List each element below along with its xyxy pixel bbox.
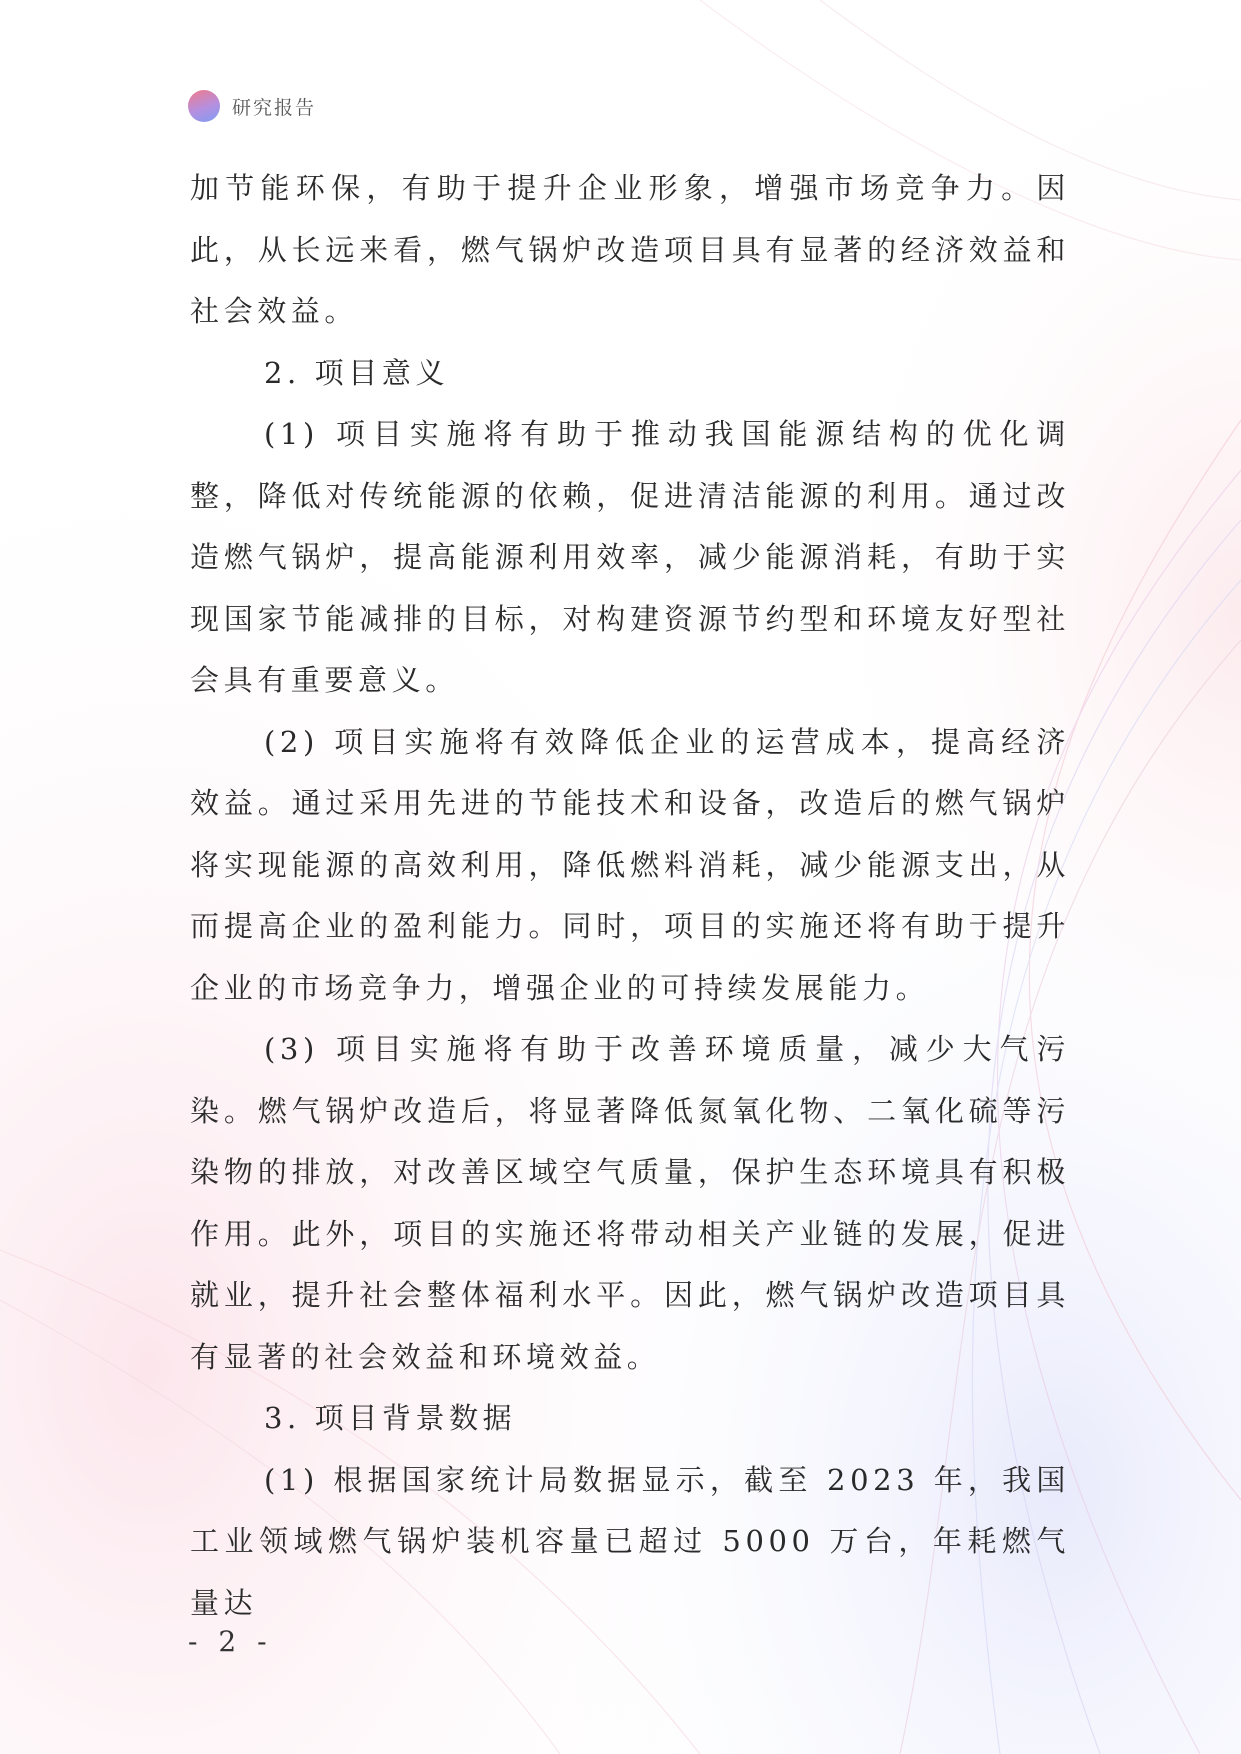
section-heading-project-significance: 2. 项目意义 (264, 355, 450, 390)
paragraph-continuation: 加节能环保，有助于提升企业形象，增强市场竞争力。因此，从长远来看，燃气锅炉改造项目具有显著的经济效益和社会效益。 (190, 171, 1070, 328)
paragraph-significance-3: (3) 项目实施将有助于改善环境质量，减少大气污染。燃气锅炉改造后，将显著降低氮氧化物、二氧化硫等污染物的排放，对改善区域空气质量，保护生态环境具有积极作用。此外，项目的实施还将带动相关产业链的发展，促进就业，提升社会整体福利水平。因此，燃气锅炉改造项目具有显著的社会效益和环境效益。 (190, 1032, 1070, 1374)
section-heading-background-data: 3. 项目背景数据 (264, 1401, 517, 1435)
page-number: - 2 - (188, 1625, 273, 1658)
paragraph-significance-2: (2) 项目实施将有效降低企业的运营成本，提高经济效益。通过采用先进的节能技术和设备，改造后的燃气锅炉将实现能源的高效利用，降低燃料消耗，减少能源支出，从而提高企业的盈利能力。同时，项目的实施还将有助于提升企业的市场竞争力，增强企业的可持续发展能力。 (190, 724, 1070, 1005)
paragraph-significance-1: (1) 项目实施将有助于推动我国能源结构的优化调整，降低对传统能源的依赖，促进清洁能源的利用。通过改造燃气锅炉，提高能源利用效率，减少能源消耗，有助于实现国家节能减排的目标，对构建资源节约型和环境友好型社会具有重要意义。 (190, 417, 1070, 697)
paragraph-background-1: (1) 根据国家统计局数据显示，截至 2023 年，我国工业领域燃气锅炉装机容量已超过 5000 万台，年耗燃气量达 (190, 1462, 1070, 1620)
header-title: 研究报告 (232, 96, 317, 119)
report-header (188, 90, 316, 122)
document-body (190, 158, 1070, 1634)
logo-icon (188, 90, 220, 122)
